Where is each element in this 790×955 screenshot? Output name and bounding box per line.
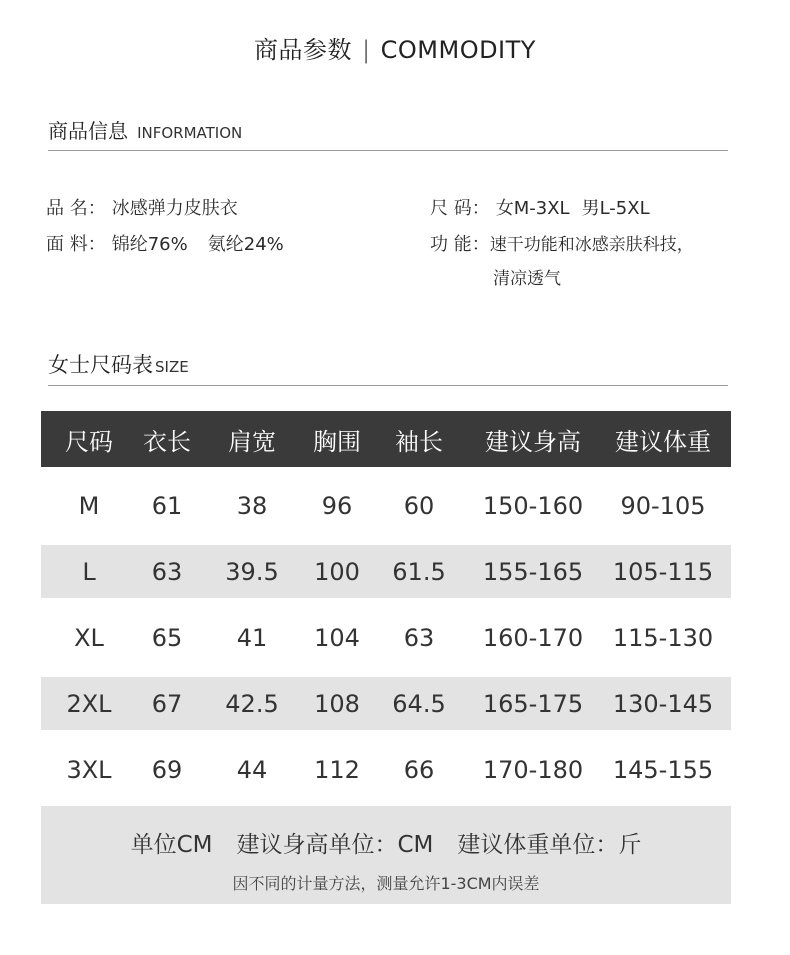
table-cell: 63	[151, 557, 183, 586]
tolerance-note: 因不同的计量方法，测量允许1-3CM内误差	[232, 874, 540, 893]
header-cell-weight: 建议体重	[615, 427, 711, 456]
table-cell: 104	[314, 623, 360, 652]
header-cell-sleeve: 袖长	[395, 427, 443, 456]
table-cell: 108	[314, 689, 360, 718]
table-row	[41, 545, 731, 598]
table-cell: M	[78, 491, 100, 520]
header-cell-shoulder: 肩宽	[228, 427, 276, 456]
size-table	[41, 411, 731, 796]
product-name-value: 冰感弹力皮肤衣	[111, 198, 238, 219]
table-cell: 42.5	[225, 689, 279, 718]
table-cell: 150-160	[482, 491, 584, 520]
table-cell: 69	[151, 755, 183, 784]
table-cell: XL	[74, 623, 104, 652]
table-row	[41, 677, 731, 730]
table-cell: 3XL	[66, 755, 112, 784]
table-cell: 65	[151, 623, 183, 652]
table-row	[41, 743, 731, 796]
table-cell: 39.5	[225, 557, 279, 586]
table-cell: 105-115	[612, 557, 714, 586]
size-range-row	[430, 194, 650, 220]
table-cell: 145-155	[612, 755, 714, 784]
weight-unit: 建议体重单位：斤	[457, 832, 642, 858]
fabric-value-2: 氨纶24%	[207, 234, 284, 255]
table-cell: 170-180	[482, 755, 584, 784]
info-section-heading	[48, 115, 728, 151]
table-cell: 61	[151, 491, 183, 520]
table-cell: 130-145	[612, 689, 714, 718]
table-cell: 38	[236, 491, 268, 520]
table-cell: 90-105	[620, 491, 706, 520]
size-range-label: 尺 码：	[430, 198, 490, 219]
fabric-value-1: 锦纶76%	[111, 234, 188, 255]
unit-cm: 单位CM	[130, 832, 213, 858]
table-cell: 100	[314, 557, 360, 586]
table-cell: 66	[403, 755, 435, 784]
size-heading-en: SIZE	[155, 358, 189, 376]
page-title-en: COMMODITY	[380, 36, 536, 64]
header-cell-chest: 胸围	[313, 427, 361, 456]
table-cell: 44	[236, 755, 268, 784]
table-cell: 63	[403, 623, 435, 652]
table-cell: 96	[321, 491, 353, 520]
page-title-zh: 商品参数	[254, 36, 353, 64]
table-cell: 67	[151, 689, 183, 718]
measurement-footnote	[41, 806, 731, 904]
table-row	[41, 611, 731, 664]
height-unit: 建议身高单位：CM	[236, 832, 434, 858]
table-header-row	[41, 411, 731, 467]
table-cell: 112	[314, 755, 360, 784]
table-cell: 155-165	[482, 557, 584, 586]
fabric-row	[46, 230, 284, 256]
unit-line	[41, 826, 731, 859]
info-heading-zh: 商品信息	[48, 119, 128, 143]
table-cell: 160-170	[482, 623, 584, 652]
size-range-men: 男L-5XL	[581, 198, 650, 219]
product-name-row	[46, 194, 238, 220]
table-cell: 41	[236, 623, 268, 652]
header-cell-length: 衣长	[143, 427, 191, 456]
table-cell: 115-130	[612, 623, 714, 652]
function-label: 功 能：	[430, 234, 490, 255]
table-cell: L	[82, 557, 96, 586]
table-cell: 165-175	[482, 689, 584, 718]
function-value-line2: 清凉透气	[493, 269, 561, 289]
table-row	[41, 479, 731, 532]
size-section-heading	[48, 349, 728, 386]
table-cell: 60	[403, 491, 435, 520]
size-heading-zh: 女士尺码表	[48, 353, 153, 377]
size-range-women: 女M-3XL	[495, 198, 570, 219]
page-title	[0, 30, 790, 65]
header-cell-height: 建议身高	[485, 427, 581, 456]
fabric-label: 面 料：	[46, 234, 106, 255]
info-heading-en: INFORMATION	[137, 124, 243, 142]
table-cell: 2XL	[66, 689, 112, 718]
header-cell-size: 尺码	[65, 427, 113, 456]
table-cell: 64.5	[392, 689, 446, 718]
function-row	[430, 230, 694, 256]
function-value-line1: 速干功能和冰感亲肤科技，	[489, 235, 694, 255]
product-name-label: 品 名：	[46, 198, 106, 219]
title-separator: |	[362, 36, 371, 64]
table-cell: 61.5	[392, 557, 446, 586]
